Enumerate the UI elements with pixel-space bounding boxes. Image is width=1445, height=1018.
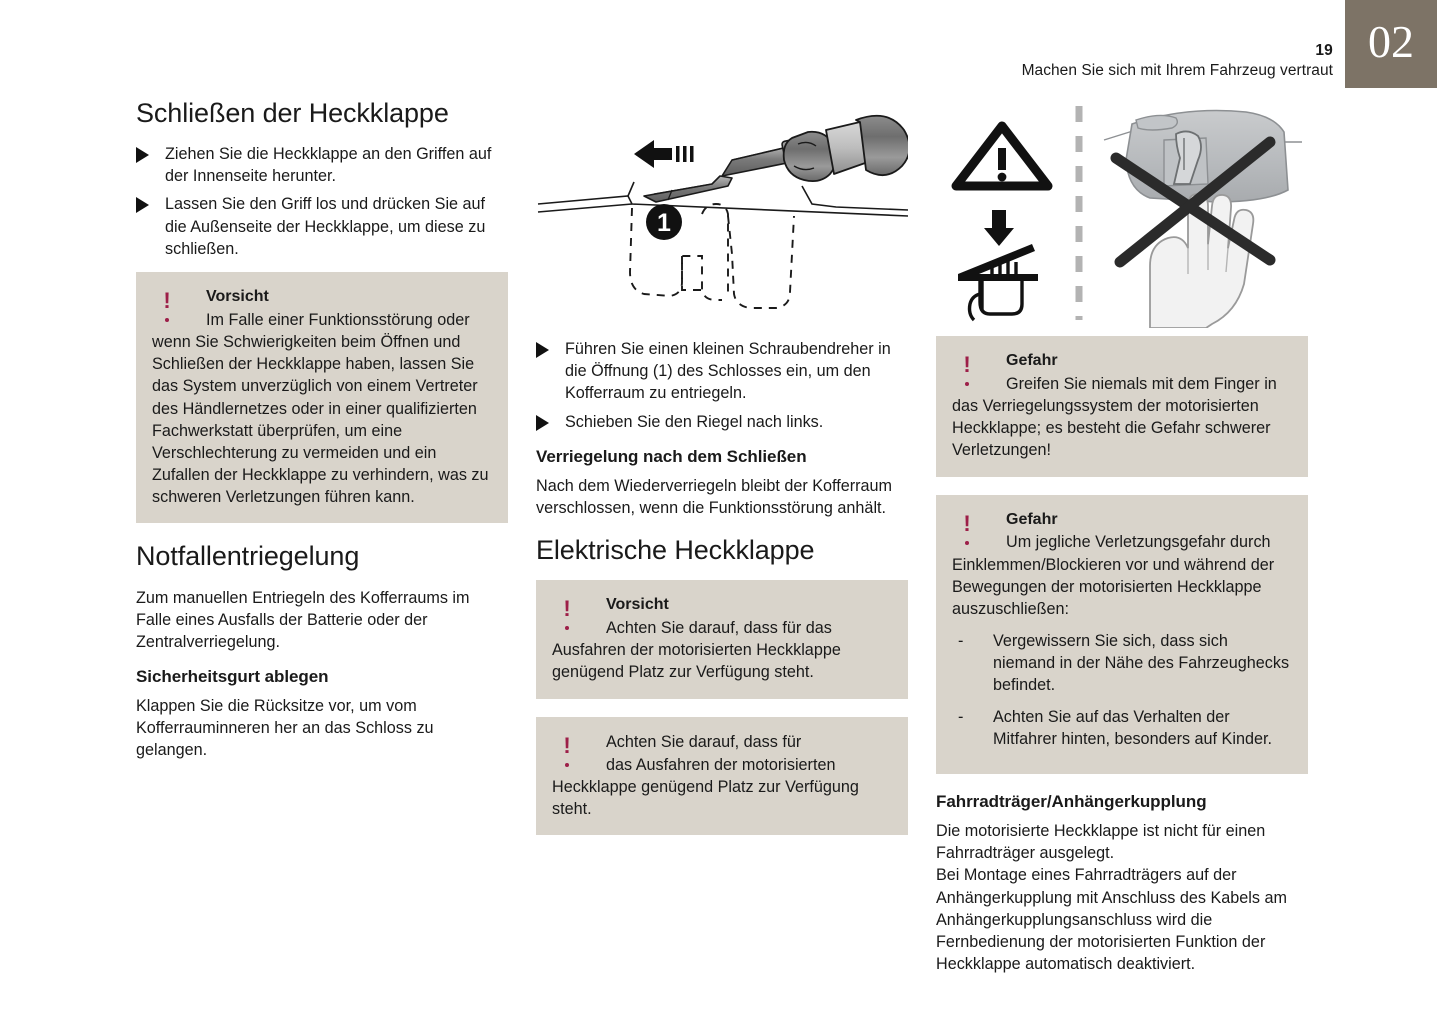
finger-trap-hazard-illustration bbox=[936, 98, 1308, 328]
warning-text: Im Falle einer Funktionsstörung oder wenn Sie Schwierigkeiten beim Öffnen und Schließen der Heckklappe haben, lassen Sie das System unverzüglich von einem Vertreter des Händlernetzes oder in einer qualifizierten Fachwerkstatt überprüfen, um eine Verschlechterung zu vermeiden und ein Zufallen der Heckklappe zu verhindern, was zu schweren Verletzungen führen kann. bbox=[152, 310, 489, 507]
chapter-number: 02 bbox=[1368, 16, 1414, 67]
exclamation-stroke: ! bbox=[163, 287, 171, 313]
warning-box-vorsicht-middle bbox=[536, 580, 908, 698]
warning-first-line: Achten Sie darauf, dass für bbox=[606, 732, 802, 751]
section-heading-notfallentriegelung: Notfallentriegelung bbox=[136, 541, 360, 572]
chapter-tab bbox=[1345, 0, 1437, 88]
list-item-text: Vergewissern Sie sich, dass sich niemand in der Nähe des Fahrzeughecks befindet. bbox=[993, 632, 1290, 695]
exclamation-dot bbox=[965, 541, 969, 545]
paragraph: Bei Montage eines Fahrradträgers auf der Anhängerkupplung mit Anschluss des Kabels am Anhängerkupplungsanschluss wird die Fernbedienung der motorisierten Funktion der Heckklappe automatisch deaktiviert. bbox=[936, 866, 1287, 974]
exclamation-stroke: ! bbox=[563, 596, 571, 622]
left-column bbox=[136, 98, 508, 770]
callout-1 bbox=[646, 204, 682, 240]
hazard-illustration-svg bbox=[936, 98, 1308, 328]
warning-text: Um jegliche Verletzungsgefahr durch Einklemmen/Blockieren vor und während der Bewegungen der motorisierten Heckklappe auszuschließen: bbox=[952, 533, 1275, 618]
exclamation-stroke: ! bbox=[563, 732, 571, 758]
paragraph: Nach dem Wiederverriegeln bleibt der Kofferraum verschlossen, wenn die Funktionsstörung anhält. bbox=[536, 476, 892, 517]
warning-text: Greifen Sie niemals mit dem Finger in das Verriegelungssystem der motorisierten Heckklappe; es besteht die Gefahr schwerer Verletzungen! bbox=[952, 374, 1277, 460]
list-item bbox=[536, 338, 908, 405]
warning-title: Vorsicht bbox=[606, 596, 669, 614]
triangle-bullet-icon bbox=[136, 197, 149, 213]
exclamation-dot bbox=[565, 626, 569, 630]
exclamation-icon bbox=[960, 510, 974, 545]
list-item bbox=[952, 706, 1292, 750]
page-title: Schließen der Heckklappe bbox=[136, 98, 449, 128]
warning-text: Achten Sie darauf, dass für das Ausfahren der motorisierten Heckklappe genügend Platz zur Verfügung steht. bbox=[552, 618, 841, 682]
hazard-precautions-list bbox=[952, 630, 1292, 750]
triangle-bullet-icon bbox=[136, 147, 149, 163]
right-column bbox=[936, 98, 1308, 983]
warning-text: das Ausfahren der motorisierten Heckklappe genügend Platz zur Verfügung steht. bbox=[552, 755, 859, 818]
list-item-text: Lassen Sie den Griff los und drücken Sie auf die Außenseite der Heckklappe, um diese zu schließen. bbox=[165, 195, 486, 258]
exclamation-stroke: ! bbox=[963, 352, 971, 377]
subheading-sicherheitsgurt: Sicherheitsgurt ablegen bbox=[136, 667, 329, 687]
screwdriver-illustration-svg bbox=[536, 104, 908, 328]
exclamation-icon bbox=[560, 732, 574, 767]
list-item bbox=[536, 411, 908, 433]
paragraph: Zum manuellen Entriegeln des Kofferraums im Falle eines Ausfalls der Batterie oder der Zentralverriegelung. bbox=[136, 588, 470, 651]
screwdriver-in-lock-illustration bbox=[536, 104, 908, 328]
unlock-steps-list bbox=[536, 338, 908, 433]
paragraph: Klappen Sie die Rücksitze vor, um vom Kofferrauminneren her an das Schloss zu gelangen. bbox=[136, 697, 434, 760]
crush-hand-icon bbox=[958, 210, 1038, 320]
warning-box-vorsicht-left bbox=[136, 272, 508, 523]
subheading-verriegelung: Verriegelung nach dem Schließen bbox=[536, 446, 807, 466]
list-item-text: Führen Sie einen kleinen Schraubendreher in die Öffnung (1) des Schlosses ein, um den Kofferraum zu entriegeln. bbox=[565, 340, 891, 403]
hand-in-tailgate-latch bbox=[1104, 111, 1302, 329]
middle-column bbox=[536, 104, 908, 853]
closing-steps-list bbox=[136, 143, 508, 260]
subheading-fahrradtraeger: Fahrradträger/Anhängerkupplung bbox=[936, 792, 1207, 812]
section-heading-elektrische-heckklappe: Elektrische Heckklappe bbox=[536, 535, 815, 566]
svg-text:1: 1 bbox=[657, 209, 671, 237]
exclamation-icon bbox=[960, 354, 974, 386]
exclamation-dot bbox=[965, 382, 969, 386]
list-item bbox=[136, 193, 508, 260]
list-item bbox=[952, 630, 1292, 697]
warning-box-gefahr-2 bbox=[936, 495, 1308, 774]
page-header bbox=[0, 0, 1445, 92]
arrow-left-icon bbox=[634, 140, 694, 168]
warning-title: Gefahr bbox=[1006, 352, 1058, 369]
warning-title: Gefahr bbox=[1006, 510, 1058, 528]
triangle-bullet-icon bbox=[536, 415, 549, 431]
warning-title: Vorsicht bbox=[206, 287, 269, 305]
exclamation-icon bbox=[160, 287, 174, 322]
triangle-bullet-icon bbox=[536, 342, 549, 358]
warning-box-middle-second bbox=[536, 717, 908, 836]
warning-triangle-icon bbox=[956, 126, 1048, 186]
exclamation-stroke: ! bbox=[963, 510, 971, 536]
page-number: 19 bbox=[1315, 42, 1333, 59]
list-item-text: Schieben Sie den Riegel nach links. bbox=[565, 412, 824, 431]
header-title: Machen Sie sich mit Ihrem Fahrzeug vertraut bbox=[1021, 62, 1333, 79]
paragraph: Die motorisierte Heckklappe ist nicht für einen Fahrradträger ausgelegt. bbox=[936, 822, 1266, 863]
exclamation-dot bbox=[165, 318, 169, 322]
exclamation-dot bbox=[565, 763, 569, 767]
dash-bullet-icon: - bbox=[958, 707, 964, 726]
dash-bullet-icon: - bbox=[958, 632, 964, 651]
list-item-text: Ziehen Sie die Heckklappe an den Griffen auf der Innenseite herunter. bbox=[165, 145, 492, 186]
list-item bbox=[136, 143, 508, 187]
warning-box-gefahr-1 bbox=[936, 336, 1308, 477]
exclamation-icon bbox=[560, 598, 574, 630]
list-item-text: Achten Sie auf das Verhalten der Mitfahrer hinten, besonders auf Kinder. bbox=[993, 707, 1272, 748]
